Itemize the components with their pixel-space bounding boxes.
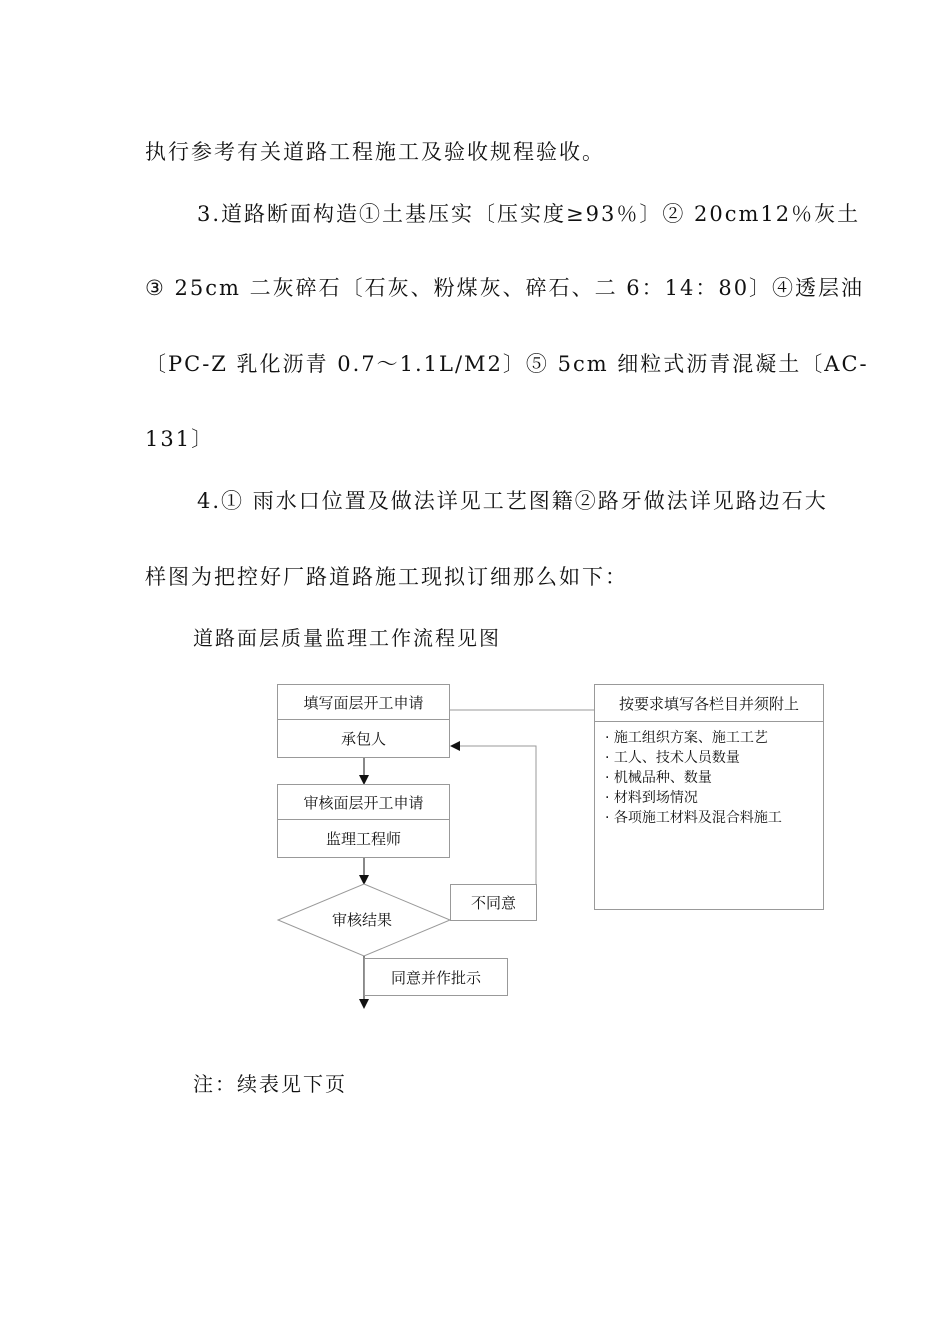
flow-box-reject: 不同意 <box>450 884 537 921</box>
list-item: · 各项施工材料及混合料施工 <box>605 808 823 828</box>
flowchart-title: 道路面层质量监理工作流程见图 <box>193 626 501 650</box>
list-item: · 施工组织方案、施工工艺 <box>605 728 823 748</box>
paragraph-line: 执行参考有关道路工程施工及验收规程验收。 <box>145 140 605 164</box>
paragraph-line: 3.道路断面构造①土基压实〔压实度≥93％〕② 20cm12％灰土 <box>197 202 861 226</box>
paragraph-line: ③ 25cm 二灰碎石〔石灰、粉煤灰、碎石、二 6：14：80〕④透层油 <box>145 276 865 300</box>
decision-label: 审核结果 <box>332 911 393 929</box>
list-item: · 工人、技术人员数量 <box>605 748 823 768</box>
footnote: 注：续表见下页 <box>193 1072 347 1096</box>
requirements-list <box>595 728 823 828</box>
paragraph-line: 4.① 雨水口位置及做法详见工艺图籍②路牙做法详见路边石大 <box>197 489 828 513</box>
paragraph-line: 样图为把控好厂路道路施工现拟订细那么如下： <box>145 565 628 589</box>
requirements-box <box>594 684 824 910</box>
paragraph-line: 131〕 <box>145 427 215 451</box>
flow-box-approve: 同意并作批示 <box>364 958 508 996</box>
flow-box-contractor: 承包人 <box>277 719 450 758</box>
reject-loop-line <box>456 746 536 884</box>
loop-arrowhead <box>450 741 460 751</box>
list-item: · 机械品种、数量 <box>605 768 823 788</box>
requirements-header: 按要求填写各栏目并须附上 <box>595 685 823 722</box>
flow-box-apply: 填写面层开工申请 <box>277 684 450 720</box>
paragraph-line: 〔PC-Z 乳化沥青 0.7～1.1L/M2〕⑤ 5cm 细粒式沥青混凝土〔AC- <box>145 352 869 376</box>
flow-box-review: 审核面层开工申请 <box>277 784 450 820</box>
list-item: · 材料到场情况 <box>605 788 823 808</box>
flow-box-engineer: 监理工程师 <box>277 819 450 858</box>
